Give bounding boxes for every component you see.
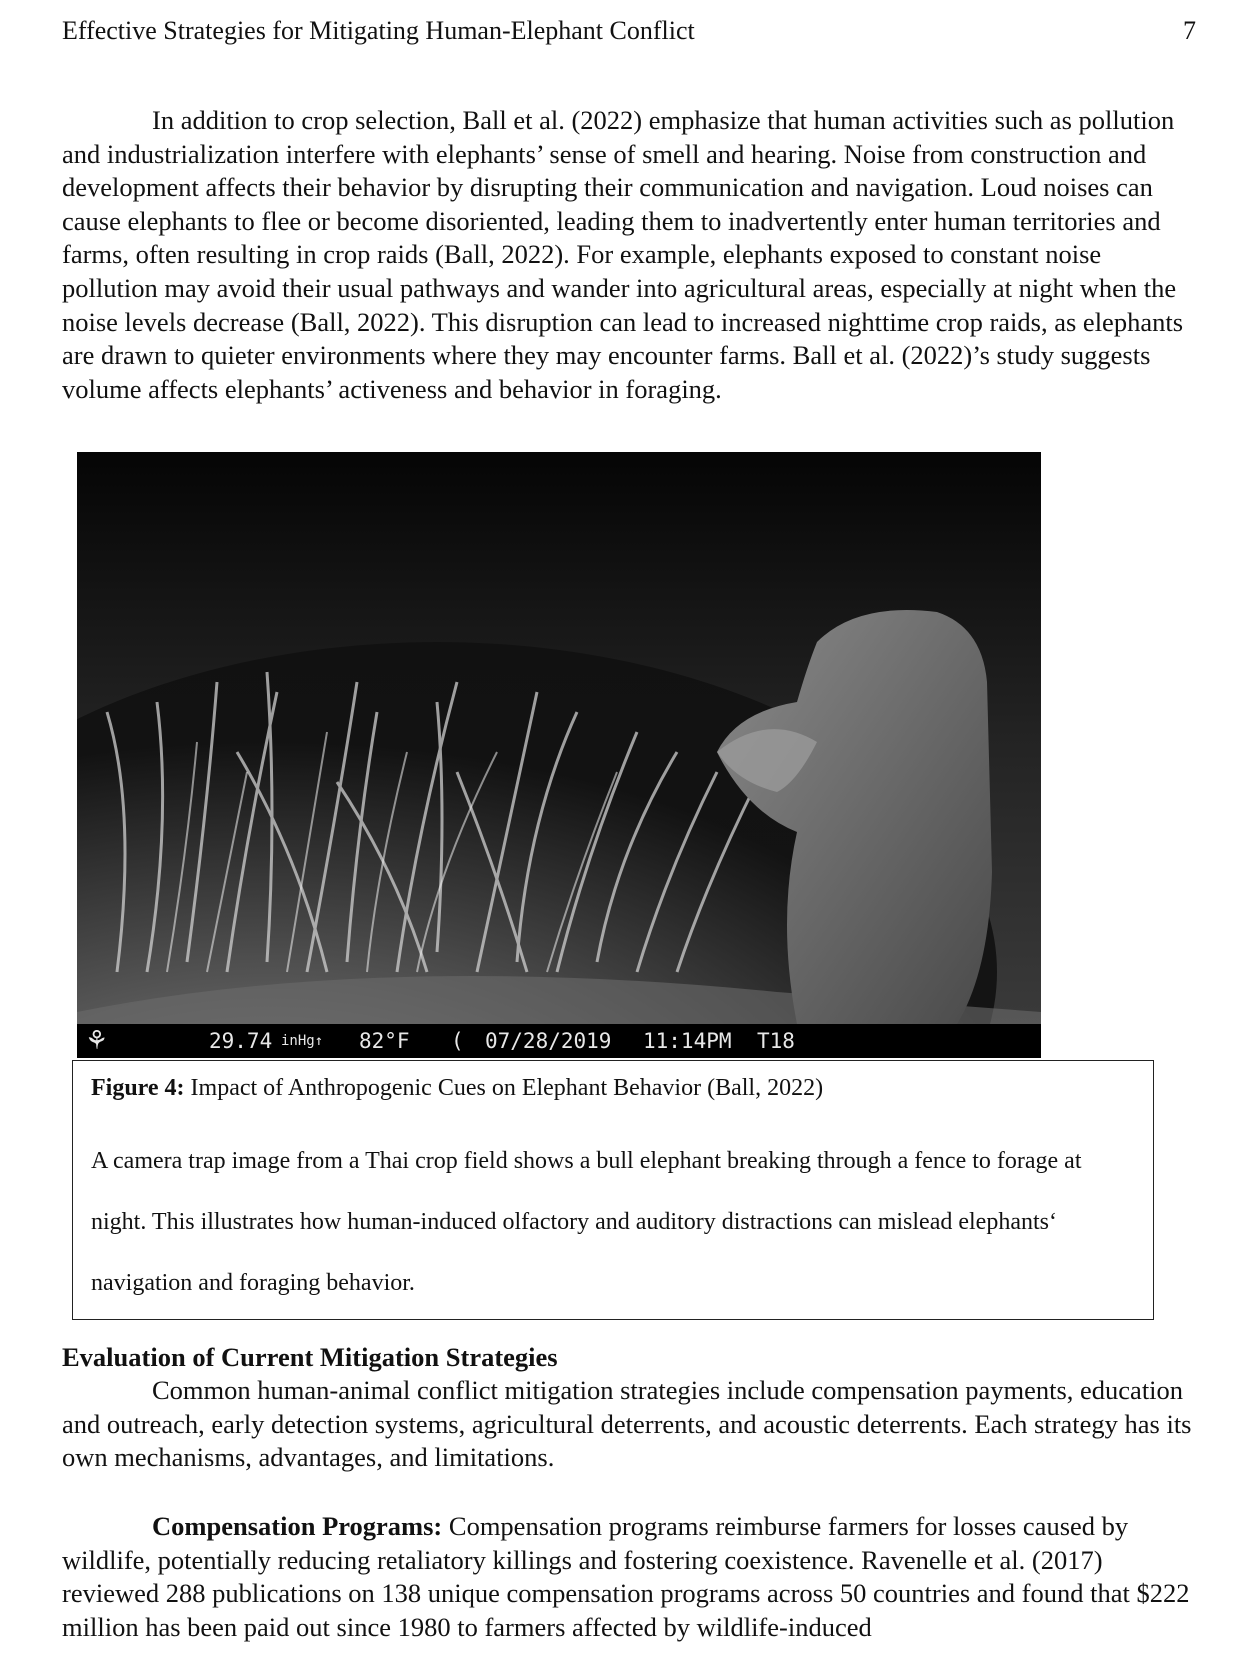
capture-time: 11:14PM	[643, 1029, 732, 1053]
camera-id: T18	[757, 1029, 795, 1053]
buck-logo-icon: ⚘	[85, 1026, 109, 1056]
paragraph-3-lead: Compensation Programs:	[152, 1511, 443, 1541]
running-head-title: Effective Strategies for Mitigating Human-Elephant Conflict	[62, 16, 695, 45]
body-paragraph-3	[62, 1510, 1202, 1644]
figure-caption-title	[91, 1075, 823, 1102]
camera-trap-photo	[77, 452, 1041, 1058]
body-paragraph-2	[62, 1374, 1202, 1475]
page-number: 7	[1183, 16, 1196, 45]
night-field-elephant-image	[77, 452, 1041, 1024]
section-heading: Evaluation of Current Mitigation Strategies	[62, 1342, 558, 1372]
temperature-reading: 82°F	[359, 1029, 410, 1053]
figure-label: Figure 4:	[91, 1075, 185, 1101]
capture-date: 07/28/2019	[485, 1029, 612, 1053]
figure-caption-text: A camera trap image from a Thai crop field shows a bull elephant breaking through a fence to forage at night. This illustrates how human-induced olfactory and auditory distractions can mislead elephants‘ navigation and foraging behavior.	[91, 1148, 1082, 1296]
figure-caption-box	[72, 1060, 1154, 1320]
figure-title-text: Impact of Anthropogenic Cues on Elephant Behavior (Ball, 2022)	[190, 1075, 824, 1101]
body-paragraph-1	[62, 104, 1202, 406]
moon-phase-icon: (	[451, 1029, 464, 1053]
paragraph-3-text: Compensation programs reimburse farmers for losses caused by wildlife, potentially reducing retaliatory killings and fostering coexistence. Ravenelle et al. (2017) reviewed 288 publications on 138 unique compensation programs across 50 countries and found that $222 million has been paid out since 1980 to farmers affected by wildlife-induced	[62, 1511, 1190, 1642]
pressure-value: 29.74	[209, 1029, 273, 1053]
camera-trap-info-bar	[77, 1024, 1041, 1058]
pressure-unit: inHg↑	[281, 1033, 324, 1049]
page-header	[62, 16, 1196, 52]
paragraph-1-text: In addition to crop selection, Ball et al. (2022) emphasize that human activities such as pollution and industrialization interfere with elephants’ sense of smell and hearing. Noise from construction and development affects their behavior by disrupting their communication and navigation. Loud noises can cause elephants to flee or become disoriented, leading them to inadvertently enter human territories and farms, often resulting in crop raids (Ball, 2022). For example, elephants exposed to constant noise pollution may avoid their usual pathways and wander into agricultural areas, especially at night when the noise levels decrease (Ball, 2022). This disruption can lead to increased nighttime crop raids, as elephants are drawn to quieter environments where they may encounter farms. Ball et al. (2022)’s study suggests volume affects elephants’ activeness and behavior in foraging.	[62, 105, 1184, 404]
paragraph-2-text: Common human-animal conflict mitigation strategies include compensation payments, education and outreach, early detection systems, agricultural deterrents, and acoustic deterrents. Each strategy has its own mechanisms, advantages, and limitations.	[62, 1375, 1192, 1473]
